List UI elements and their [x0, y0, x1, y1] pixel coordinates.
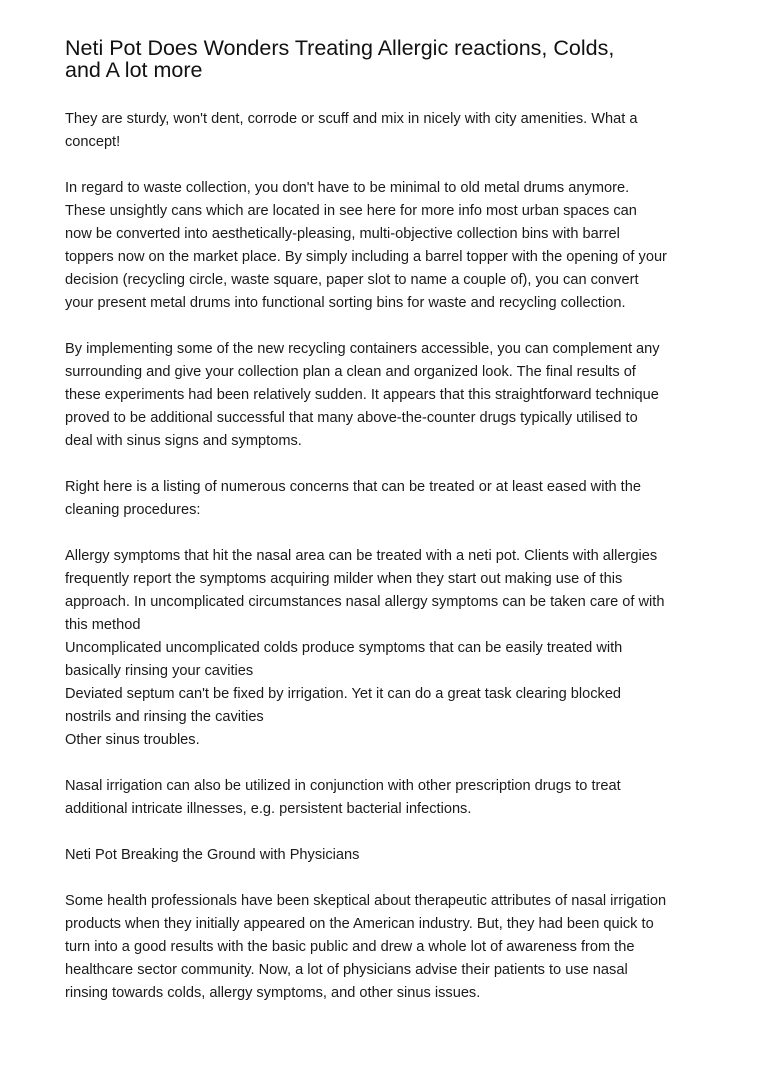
paragraph-list-intro: Right here is a listing of numerous concerns that can be treated or at least eased with the cleaning procedures:: [65, 479, 641, 518]
paragraph-intro: They are sturdy, won't dent, corrode or scuff and mix in nicely with city amenities. What a concept!: [65, 111, 638, 150]
paragraph-waste-collection: In regard to waste collection, you don't have to be minimal to old metal drums anymore. These unsightly cans which are located in see here for more info most urban spaces can now be converted into aesthetically-pleasing, multi-objective collection bins with barrel toppers now on the market place. By simply including a barrel topper with the opening of your decision (recycling circle, waste square, paper slot to name a couple of), you can convert your present metal drums into functional sorting bins for waste and recycling collection.: [65, 180, 667, 311]
list-item: Allergy symptoms that hit the nasal area can be treated with a neti pot. Clients with allergies frequently report the symptoms acquiring milder when they start out making use of this approach. In uncomplicated circumstances nasal allergy symptoms can be taken care of with this method: [65, 548, 665, 633]
paragraph-nasal-irrigation: Nasal irrigation can also be utilized in conjunction with other prescription drugs to treat additional intricate illnesses, e.g. persistent bacterial infections.: [65, 778, 621, 817]
list-item: Other sinus troubles.: [65, 732, 200, 748]
list-item: Uncomplicated uncomplicated colds produce symptoms that can be easily treated with basically rinsing your cavities: [65, 640, 623, 679]
document-title: Neti Pot Does Wonders Treating Allergic reactions, Colds, and A lot more: [65, 36, 615, 82]
document-body: [65, 108, 715, 1028]
section-subheading: Neti Pot Breaking the Ground with Physicians: [65, 847, 360, 863]
list-item: Deviated septum can't be fixed by irrigation. Yet it can do a great task clearing blocked nostrils and rinsing the cavities: [65, 686, 622, 725]
paragraph-health-professionals: Some health professionals have been skeptical about therapeutic attributes of nasal irrigation products when they initially appeared on the American industry. But, they had been quick to turn into a good results with the basic public and drew a whole lot of awareness from the healthcare sector community. Now, a lot of physicians advise their patients to use nasal rinsing towards colds, allergy symptoms, and other sinus issues.: [65, 893, 667, 1001]
paragraph-recycling-containers: By implementing some of the new recycling containers accessible, you can complement any surrounding and give your collection plan a clean and organized look. The final results of these experiments had been relatively sudden. It appears that this straightforward technique proved to be additional successful that many above-the-counter drugs typically utilised to deal with sinus signs and symptoms.: [65, 341, 660, 449]
concerns-list: [65, 545, 715, 752]
